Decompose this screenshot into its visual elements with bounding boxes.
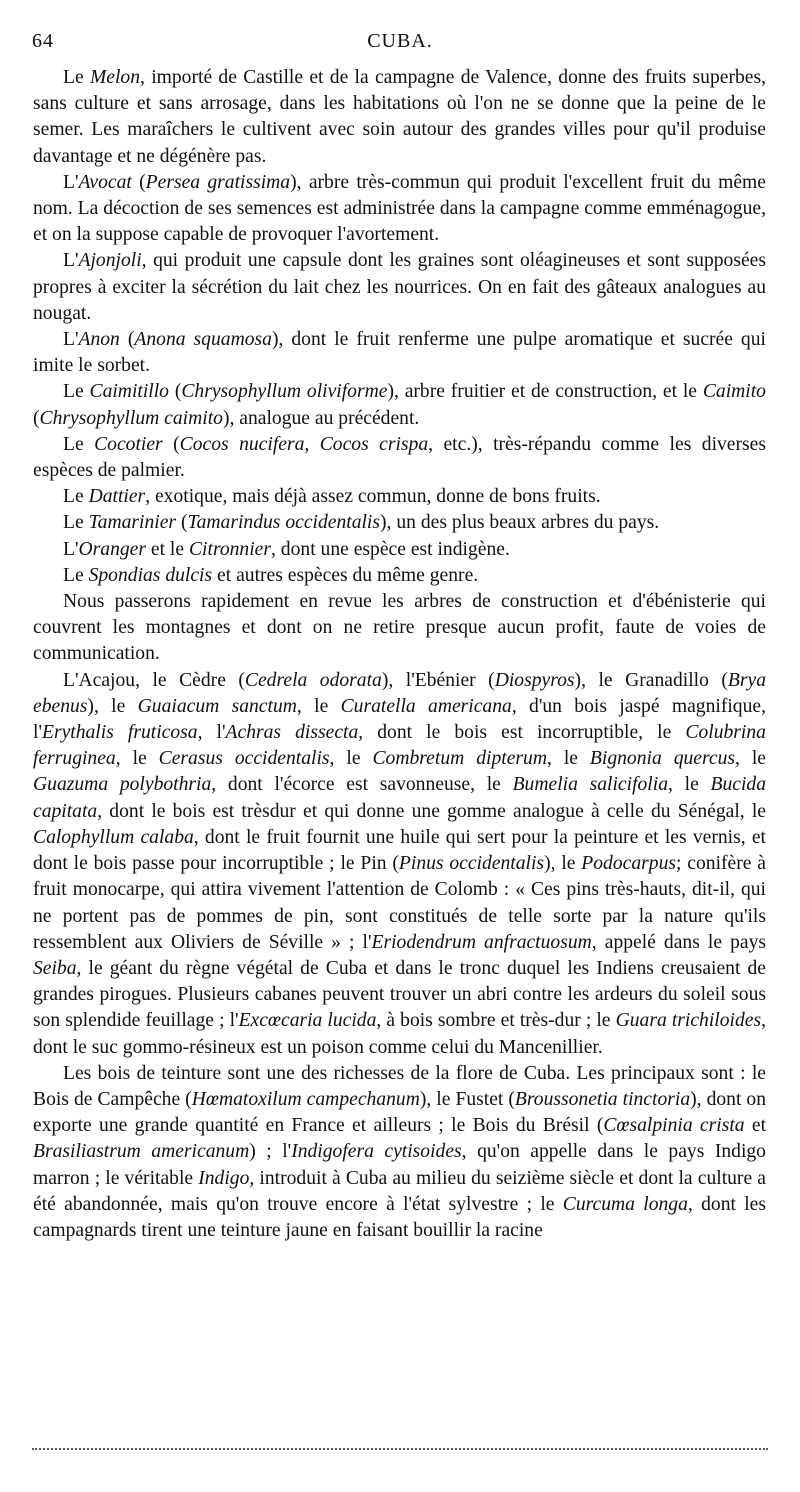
text-run: , dont une espèce est indigène. — [271, 538, 510, 560]
text-run: ( — [162, 433, 180, 455]
text-run: , le — [735, 748, 767, 770]
italic-term: Chrysophyllum oliviforme — [181, 381, 388, 403]
italic-term: Hœmatoxilum campechanum — [191, 1088, 420, 1110]
text-run: ( — [119, 329, 135, 351]
italic-term: Achras dissecta — [225, 722, 359, 744]
text-run: ), dont le fruit renferme une pulpe aromatique et sucrée qui imite le sorbet. — [33, 329, 766, 377]
text-run: ), le Fustet ( — [419, 1088, 515, 1110]
italic-term: Calophyllum calaba — [33, 826, 194, 848]
text-run: , exotique, mais déjà assez commun, donne de bons fruits. — [145, 486, 601, 508]
page-body-text — [33, 65, 766, 1244]
running-header — [32, 30, 768, 56]
italic-term: Ajonjoli — [78, 250, 142, 272]
text-run: , à bois sombre et très-dur ; le — [376, 1010, 616, 1032]
italic-term: Pinus occidentalis — [398, 853, 545, 875]
italic-term: Eriodendrum anfractuosum — [371, 931, 592, 953]
italic-term: Anona squamosa — [134, 329, 272, 351]
italic-term: Oranger — [78, 538, 146, 560]
italic-term: Guara trichiloides — [615, 1010, 762, 1032]
paragraph — [33, 563, 766, 589]
text-run: ), le — [544, 853, 582, 875]
italic-term: Bumelia salicifolia — [512, 774, 668, 796]
text-run: , d'un bois jaspé magnifique, l' — [33, 695, 766, 744]
paragraph — [33, 327, 766, 379]
footer-dotted-rule — [32, 1448, 768, 1450]
text-run: L' — [63, 171, 79, 193]
text-run: , le — [546, 748, 590, 770]
paragraph — [33, 65, 766, 170]
paragraph — [33, 668, 766, 1061]
italic-term: Bucida capitata — [33, 774, 766, 822]
text-run: L' — [63, 538, 79, 560]
text-run: ( — [33, 407, 40, 429]
italic-term: Melon — [89, 67, 141, 88]
paragraph — [33, 432, 766, 484]
paragraph — [33, 1061, 766, 1244]
text-run: ( — [131, 171, 146, 193]
italic-term: Dattier — [88, 486, 146, 508]
text-run: , introduit à Cuba au milieu du seizième siècle et dont la culture a été abandonnée, mais qu'on trouve encore à l'état sylvestre ; le — [33, 1167, 766, 1215]
italic-term: Erythalis fruticosa — [41, 722, 198, 744]
text-run: , dont le fruit fournit une huile qui sert pour la peinture et les vernis, et dont le bois passe pour incorruptible ; le Pin ( — [33, 826, 766, 875]
text-run: Le — [63, 433, 95, 455]
italic-term: Curcuma longa — [562, 1193, 688, 1215]
italic-term: Colubrina ferruginea — [33, 722, 766, 770]
text-run: L' — [63, 250, 79, 272]
text-run: Le — [63, 512, 89, 534]
text-run: et — [744, 1115, 767, 1137]
text-run: , le — [115, 748, 159, 770]
text-run: L'Acajou, le Cèdre ( — [63, 669, 245, 691]
text-run: , etc.), très-répandu comme les diverses espèces de palmier. — [33, 433, 766, 482]
italic-term: Brasiliastrum americanum — [33, 1141, 250, 1163]
text-run: ), arbre fruitier et de construction, et le — [387, 381, 703, 403]
italic-term: Excœcaria lucida — [238, 1010, 377, 1032]
paragraph — [33, 248, 766, 327]
italic-term: Tamarinier — [88, 512, 177, 534]
italic-term: Podocarpus — [581, 853, 676, 875]
text-run: Nous passerons rapidement en revue les arbres de construction et d'ébénisterie qui couvrent les montagnes et dont on ne retire presque aucun profit, faute de voies de communication. — [33, 591, 766, 665]
italic-term: Cerasus occidentalis — [158, 748, 330, 770]
text-run: Les bois de teinture sont une des richesses de la flore de Cuba. Les principaux sont : le Bois de Campêche ( — [33, 1062, 766, 1110]
italic-term: Seiba — [33, 957, 77, 979]
italic-term: Bignonia quercus — [589, 748, 736, 770]
text-run: , importé de Castille et de la campagne de Valence, donne des fruits superbes, sans culture et sans arrosage, dans les habitations où l'on ne se donne que la peine de le semer. Les maraîchers le cultivent avec soin autour des grandes villes pour qu'il produise davantage et ne dégénère pas. — [33, 67, 766, 167]
text-run: , qui produit une capsule dont les graines sont oléagineuses et sont supposées propres à exciter la sécrétion du lait chez les nourrices. On en fait des gâteaux analogues au nougat. — [33, 250, 766, 324]
italic-term: Anon — [78, 329, 120, 351]
italic-term: Caimitillo — [89, 381, 169, 403]
italic-term: Chrysophyllum caimito — [39, 407, 223, 429]
italic-term: Spondias dulcis — [88, 564, 213, 586]
text-run: , dont le bois est trèsdur et qui donne une gomme analogue à celle du Sénégal, le — [97, 800, 766, 822]
paragraph — [33, 589, 766, 668]
paragraph — [33, 379, 766, 431]
text-run: Le — [63, 564, 89, 586]
paragraph — [33, 170, 766, 249]
italic-term: Cœsalpinia crista — [603, 1115, 745, 1137]
italic-term: Persea gratissima — [145, 171, 291, 193]
running-title: CUBA. — [367, 30, 433, 52]
text-run: ), un des plus beaux arbres du pays. — [380, 512, 660, 534]
text-run: , le — [296, 695, 341, 717]
paragraph — [33, 510, 766, 536]
text-run: Le — [63, 67, 90, 88]
text-run: , dont le bois est incorruptible, le — [358, 722, 686, 744]
italic-term: Diospyros — [494, 669, 575, 691]
text-run: ( — [176, 512, 188, 534]
italic-term: Broussonetia tinctoria — [514, 1088, 691, 1110]
text-run: , dont l'écorce est savonneuse, le — [211, 774, 513, 796]
italic-term: Brya ebenus — [33, 669, 766, 717]
italic-term: Indigo — [198, 1167, 250, 1189]
italic-term: Guaiacum sanctum — [137, 695, 297, 717]
italic-term: Avocat — [78, 171, 132, 193]
text-run: , le géant du règne végétal de Cuba et dans le tronc duquel les Indiens creusaient de grandes pirogues. Plusieurs cabanes peuvent trouver un abri contre les ardeurs du soleil sous son splendide feuillage ; l' — [33, 957, 766, 1032]
text-run: , le — [329, 748, 373, 770]
text-run: ; conifère à fruit monocarpe, qui attira vivement l'attention de Colomb : « Ces pins très-hauts, dit-il, qui ne portent pas de pommes de pin, sont constitués de telle sorte par la nature qu'ils ressemblent aux Oliviers de Séville » ; l' — [33, 853, 766, 953]
italic-term: Guazuma polybothria — [33, 774, 212, 796]
text-run: , qu'on appelle dans le pays Indigo marron ; le véritable — [33, 1141, 766, 1189]
text-run: , dont les campagnards tirent une teinture jaune en faisant bouillir la racine — [33, 1193, 767, 1241]
italic-term: Curatella americana — [340, 695, 512, 717]
text-run: ), le Granadillo ( — [574, 669, 728, 691]
paragraph — [33, 484, 766, 510]
text-run: ), le — [87, 695, 138, 717]
text-run: ), l'Ebénier ( — [381, 669, 495, 691]
page-number: 64 — [32, 30, 54, 52]
italic-term: Cedrela odorata — [244, 669, 382, 691]
text-run: , appelé dans le pays — [591, 931, 766, 953]
text-run: , le — [668, 774, 711, 796]
text-run: , l' — [197, 722, 226, 744]
text-run: ), dont on exporte une grande quantité en France et ailleurs ; le Bois du Brésil ( — [33, 1088, 767, 1137]
text-run: ), analogue au précédent. — [222, 407, 420, 429]
italic-term: Tamarindus occidentalis — [187, 512, 381, 534]
italic-term: Cocos nucifera, Cocos crispa — [179, 433, 429, 455]
text-run: ( — [168, 381, 182, 403]
italic-term: Caimito — [702, 381, 766, 403]
italic-term: Indigofera cytisoides — [291, 1141, 462, 1163]
italic-term: Cocotier — [94, 433, 163, 455]
text-run: L' — [63, 329, 79, 351]
italic-term: Combretum dipterum — [372, 748, 547, 770]
text-run: Le — [63, 486, 89, 508]
text-run: et le — [146, 538, 189, 560]
paragraph — [33, 537, 766, 563]
text-run: , dont le suc gommo-résineux est un poison comme celui du Mancenillier. — [33, 1010, 766, 1058]
italic-term: Citronnier — [188, 538, 271, 560]
text-run: ), arbre très-commun qui produit l'excellent fruit du même nom. La décoction de ses semences est administrée dans la campagne comme emménagogue, et on la suppose capable de provoquer l'avortement. — [33, 171, 766, 246]
text-run: et autres espèces du même genre. — [212, 564, 479, 586]
text-run: Le — [63, 381, 90, 403]
text-run: ) ; l' — [249, 1141, 292, 1163]
